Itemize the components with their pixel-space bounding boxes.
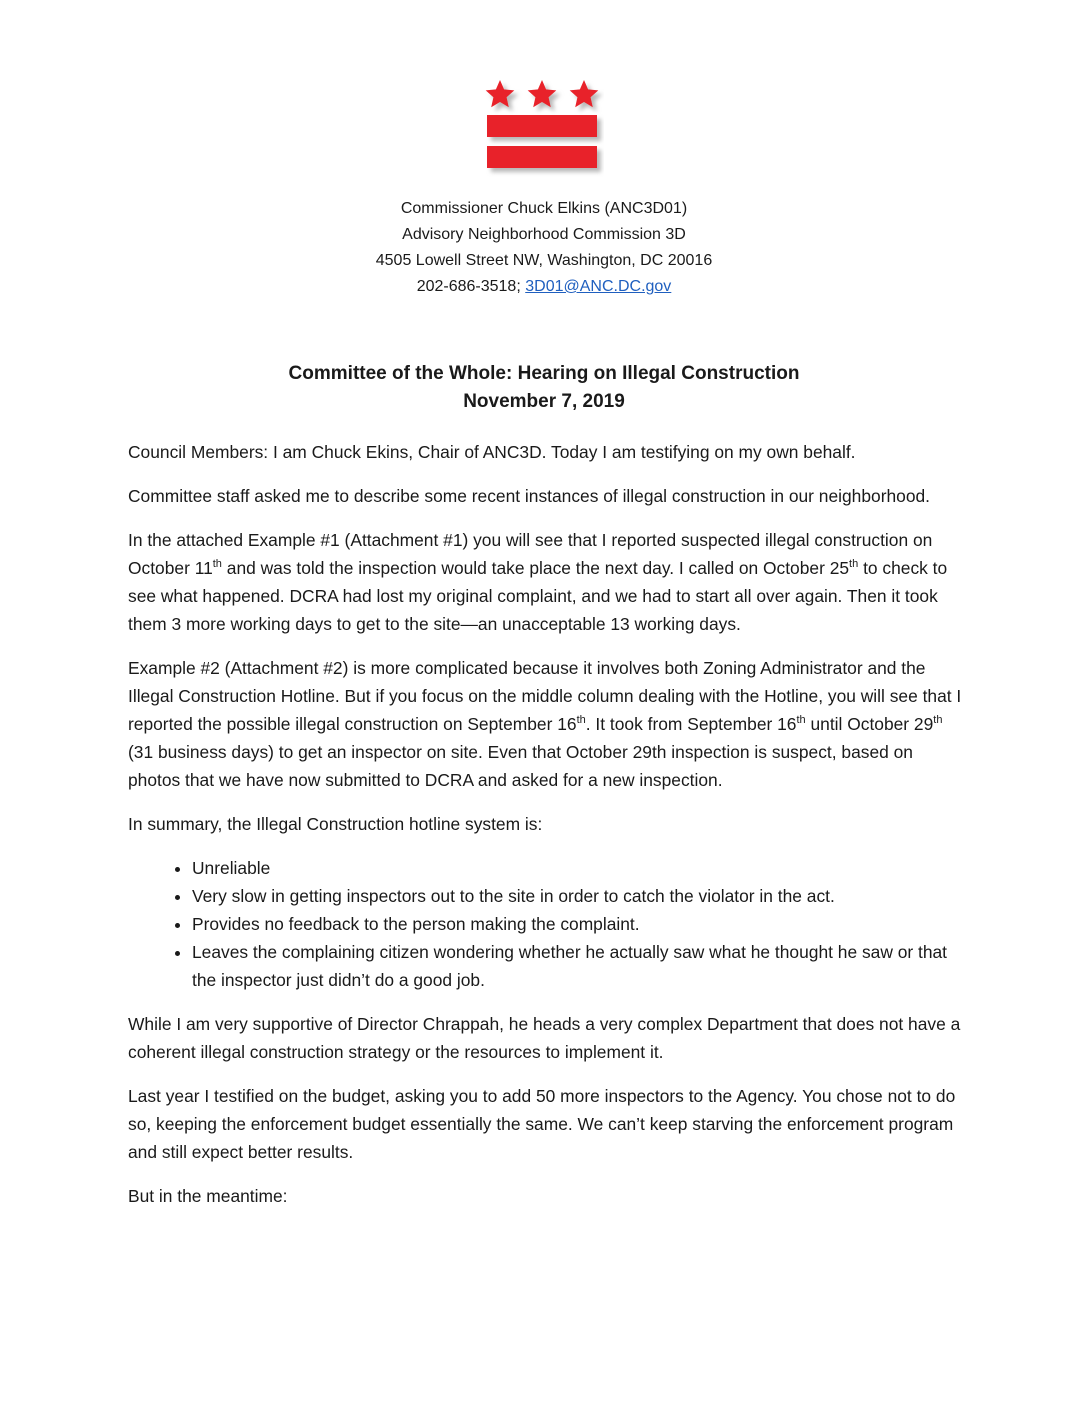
list-item: • Leaves the complaining citizen wondering whether he actually saw what he thought he saw or that the inspector just didn’t do a good job. <box>192 938 968 994</box>
title-line-1: Committee of the Whole: Hearing on Illegal Construction <box>288 363 800 384</box>
paragraph-director: While I am very supportive of Director Chrappah, he heads a very complex Department that does not have a coherent illegal construction strategy or the resources to implement it. <box>128 1014 961 1062</box>
star-icon <box>486 80 515 107</box>
document-body <box>128 438 968 1226</box>
letterhead-commission: Advisory Neighborhood Commission 3D <box>402 226 686 243</box>
paragraph-example-1: In the attached Example #1 (Attachment #1) you will see that I reported suspected illegal construction on October 11th and was told the inspection would take place the next day. I called on October 25th to check to see what happened. DCRA had lost my original complaint, and we had to start all over again. Then it took them 3 more working days to get to the site—an unacceptable 13 working days. <box>128 530 948 634</box>
flag-bar-bottom <box>487 146 597 168</box>
list-item: • Provides no feedback to the person making the complaint. <box>192 910 968 938</box>
list-item: • Very slow in getting inspectors out to the site in order to catch the violator in the act. <box>192 882 968 910</box>
email-link[interactable]: 3D01@ANC.DC.gov <box>525 278 672 295</box>
letterhead <box>0 196 1088 300</box>
letterhead-name: Commissioner Chuck Elkins (ANC3D01) <box>400 200 688 217</box>
letterhead-address: 4505 Lowell Street NW, Washington, DC 20016 <box>375 252 713 269</box>
title-date: November 7, 2019 <box>463 391 625 412</box>
letterhead-phone: 202-686-3518; <box>416 278 521 295</box>
star-icon <box>528 80 557 107</box>
summary-list <box>128 854 968 994</box>
dc-flag-logo <box>484 80 604 180</box>
paragraph-summary: In summary, the Illegal Construction hotline system is: <box>128 814 543 834</box>
paragraph-intro: Council Members: I am Chuck Ekins, Chair of ANC3D. Today I am testifying on my own behalf. <box>128 442 856 462</box>
star-icon <box>570 80 599 107</box>
paragraph-request: Committee staff asked me to describe some recent instances of illegal construction in our neighborhood. <box>128 486 931 506</box>
list-item: • Unreliable <box>192 854 968 882</box>
flag-bar-top <box>487 115 597 137</box>
letterhead-contact <box>0 274 1088 300</box>
paragraph-budget: Last year I testified on the budget, asking you to add 50 more inspectors to the Agency. You chose not to do so, keeping the enforcement budget essentially the same. We can’t keep starving the enforcement program and still expect better results. <box>128 1086 956 1162</box>
paragraph-example-2: Example #2 (Attachment #2) is more complicated because it involves both Zoning Administrator and the Illegal Construction Hotline. But if you focus on the middle column dealing with the Hotline, you will see that I reported the possible illegal construction on September 16th. It took from September 16th until October 29th (31 business days) to get an inspector on site. Even that October 29th inspection is suspect, based on photos that we have now submitted to DCRA and asked for a new inspection. <box>128 658 962 790</box>
paragraph-meantime: But in the meantime: <box>128 1186 288 1206</box>
document-title <box>0 360 1088 416</box>
